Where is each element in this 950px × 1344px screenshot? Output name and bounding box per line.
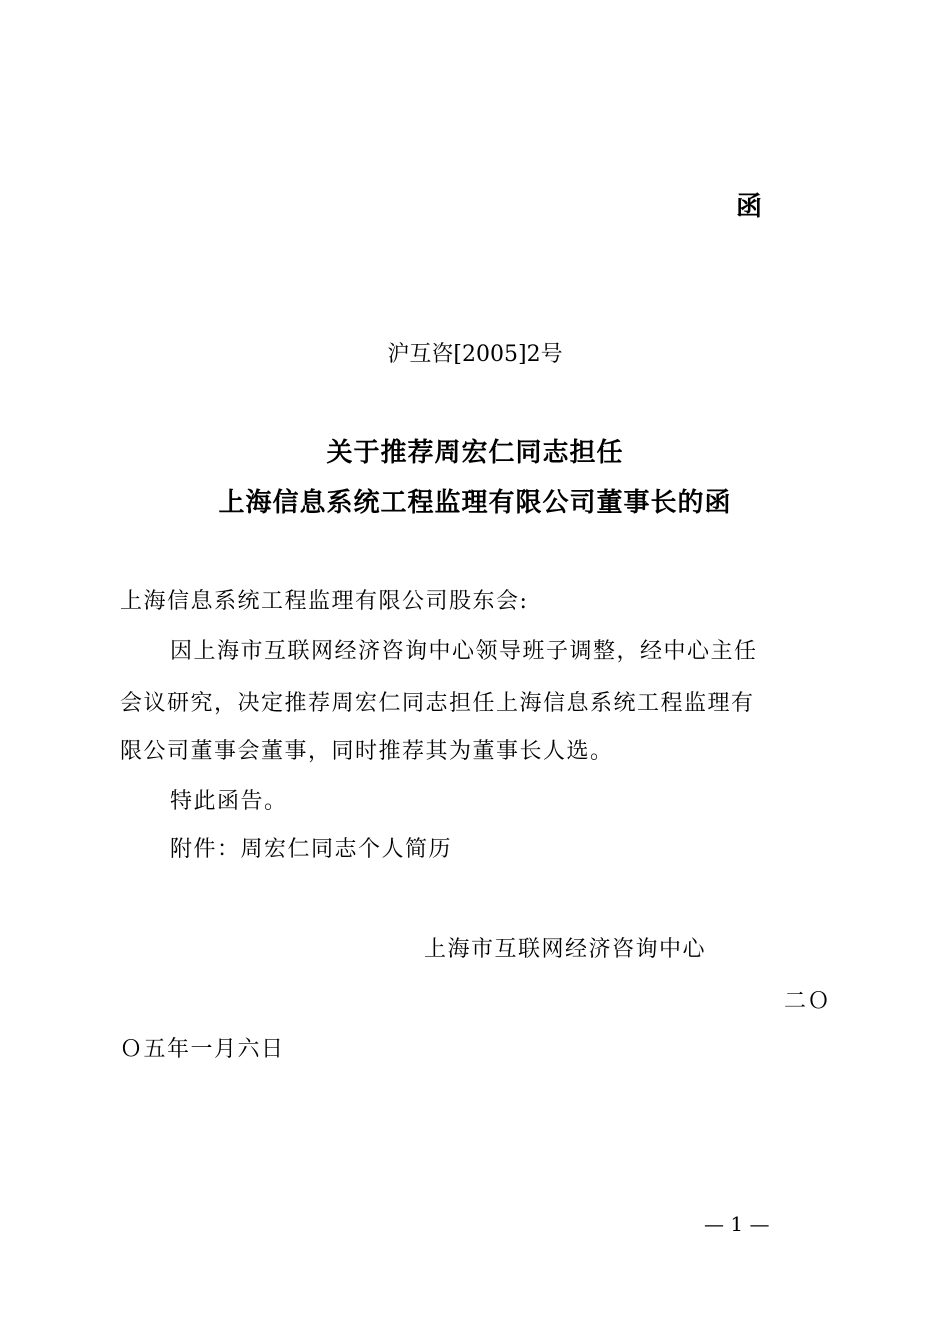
date-line-1: 二Ｏ xyxy=(784,989,832,1014)
document-title-line-2: 上海信息系统工程监理有限公司董事长的函 xyxy=(218,488,732,518)
body-line-3: 限公司董事会董事，同时推荐其为董事长人选。 xyxy=(120,739,614,764)
body-line-2: 会议研究，决定推荐周宏仁同志担任上海信息系统工程监理有 xyxy=(120,691,755,716)
body-line-1: 因上海市互联网经济咨询中心领导班子调整，经中心主任 xyxy=(170,639,758,664)
addressee: 上海信息系统工程监理有限公司股东会: xyxy=(120,589,529,614)
document-title-line-1: 关于推荐周宏仁同志担任 xyxy=(326,438,624,468)
document-type-label: 函 xyxy=(736,192,763,222)
attachment-note: 附件：周宏仁同志个人简历 xyxy=(170,837,453,862)
closing-remark: 特此函告。 xyxy=(170,789,288,814)
document-number: 沪互咨[2005]2号 xyxy=(387,342,563,367)
date-line-2: Ｏ五年一月六日 xyxy=(120,1037,285,1062)
sender-organization: 上海市互联网经济咨询中心 xyxy=(424,937,707,962)
page-number: — 1 — xyxy=(704,1212,770,1236)
